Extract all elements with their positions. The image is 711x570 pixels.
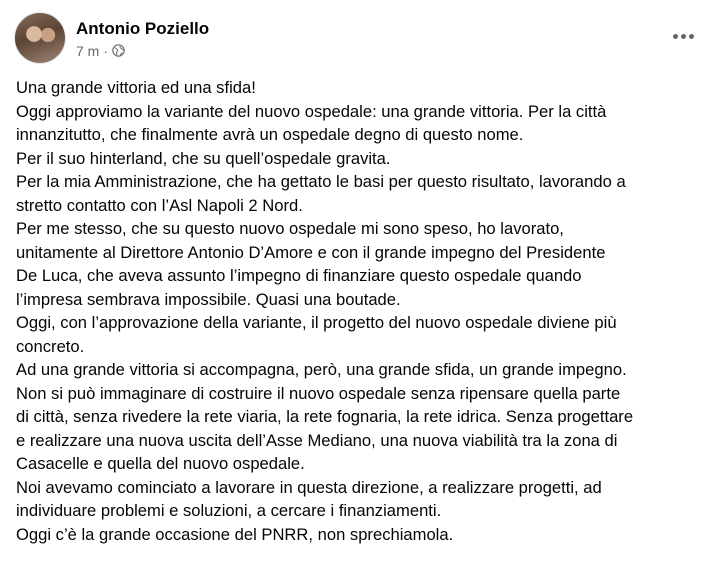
post-text-line: Per la mia Amministrazione, che ha gettato le basi per questo risultato, lavorando a (16, 172, 626, 191)
post-text-line: De Luca, che aveva assunto l’impegno di finanziare questo ospedale quando (16, 266, 582, 285)
separator-dot: · (103, 42, 109, 59)
post-text-line: l’impresa sembrava impossibile. Quasi una boutade. (16, 289, 401, 309)
post-text-line: innanzitutto, che finalmente avrà un ospedale degno di questo nome. (16, 125, 524, 144)
post-text-line: Oggi c’è la grande occasione del PNRR, non sprechiamola. (16, 524, 454, 544)
post-text-line: unitamente al Direttore Antonio D’Amore e con il grande impegno del Presidente (16, 242, 606, 262)
post-text-line: di città, senza rivedere la rete viaria, la rete fognaria, la rete idrica. Senza progettare (16, 407, 634, 426)
post-meta (76, 18, 209, 59)
post-title: Una grande vittoria ed una sfida! (16, 78, 256, 97)
post-text-line: Ad una grande vittoria si accompagna, però, una grande sfida, un grande impegno. (16, 360, 627, 379)
post-subline (76, 43, 209, 59)
post-text-line: Casacelle e quella del nuovo ospedale. (16, 454, 305, 473)
post-text-line: e realizzare una nuova uscita dell’Asse Mediano, una nuova viabilità tra la zona di (16, 430, 618, 450)
post-text-line: Noi avevamo cominciato a lavorare in questa direzione, a realizzare progetti, ad (16, 477, 602, 497)
post-text-lines (16, 100, 706, 547)
post-text-line: Oggi approviamo la variante del nuovo ospedale: una grande vittoria. Per la città (16, 101, 607, 121)
post-text-line: stretto contatto con l’Asl Napoli 2 Nord. (16, 195, 303, 215)
author-name[interactable]: Antonio Poziello (76, 18, 210, 38)
post-time[interactable]: 7 m (76, 42, 100, 59)
post-text-line: Per il suo hinterland, che su quell’ospedale gravita. (16, 148, 391, 168)
post-text-line: Oggi, con l’approvazione della variante, il progetto del nuovo ospedale diviene più (16, 313, 617, 332)
post-text-line: individuare problemi e soluzioni, a cercare i finanziamenti. (16, 501, 442, 520)
more-options-icon[interactable] (667, 24, 699, 48)
globe-icon (112, 44, 125, 57)
post-body (16, 76, 706, 546)
post-header (14, 12, 209, 64)
avatar[interactable] (14, 12, 66, 64)
post-text-line: Non si può immaginare di costruire il nuovo ospedale senza ripensare quella parte (16, 383, 621, 403)
post-text-line: concreto. (16, 336, 85, 356)
post-text-line: Per me stesso, che su questo nuovo ospedale mi sono speso, ho lavorato, (16, 219, 564, 238)
